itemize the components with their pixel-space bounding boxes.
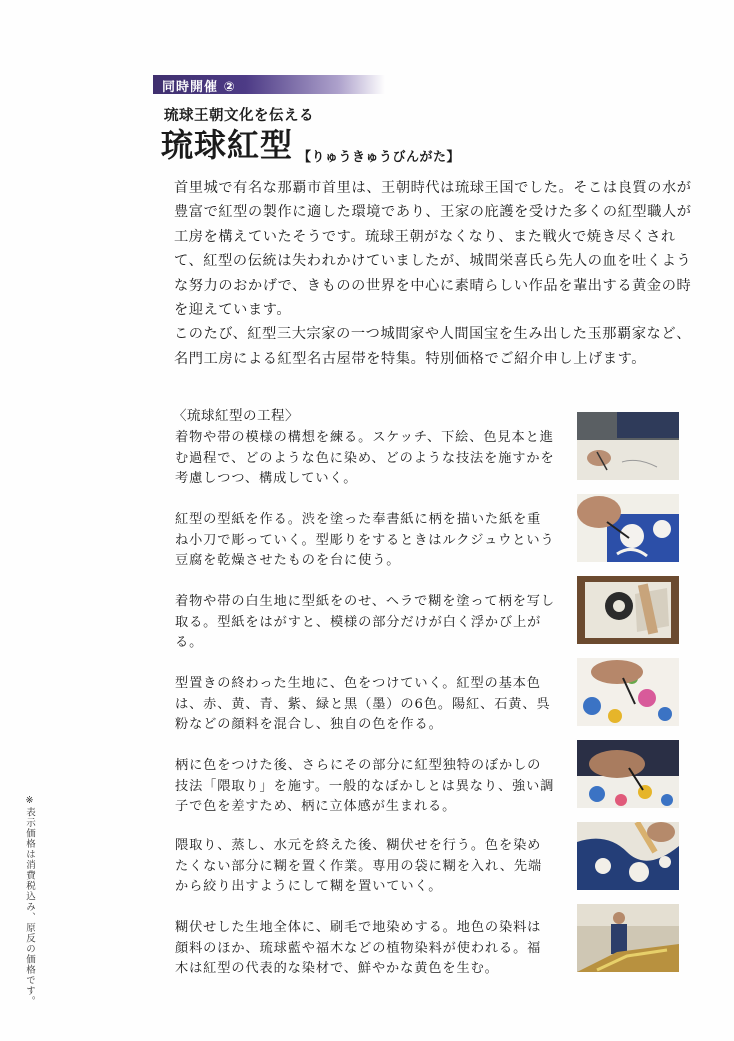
page-title: 琉球紅型 bbox=[161, 126, 294, 164]
process-step: 着物や帯の白生地に型紙をのせ、ヘラで糊を塗って柄を写し取る。型紙をはがすと、模様の部分だけが白く浮かび上がる。 bbox=[175, 594, 555, 650]
page-kicker: 琉球王朝文化を伝える bbox=[164, 108, 314, 124]
process-step: 紅型の型紙を作る。渋を塗った奉書紙に柄を描いた紙を重ね小刀で彫っていく。型彫りをするときはルクジュウという豆腐を乾燥させたものを台に使う。 bbox=[175, 512, 555, 568]
process-heading: 〈琉球紅型の工程〉 bbox=[173, 408, 299, 424]
banner-label: 同時開催 ② bbox=[162, 80, 236, 95]
process-step: 隈取り、蒸し、水元を終えた後、糊伏せを行う。色を染めたくない部分に糊を置く作業。専用の袋に糊を入れ、先端から絞り出すようにして糊を置いていく。 bbox=[175, 838, 543, 894]
intro-paragraph: 首里城で有名な那覇市首里は、王朝時代は琉球王国でした。そこは良質の水が豊富で紅型の製作に適した環境であり、王家の庇護を受けた多くの紅型職人が工房を構えていたそうです。琉球王朝がなくなり、また戦火で焼き尽くされて、紅型の伝統は失われかけていましたが、城間栄喜氏ら先人の血を吐くような努力のおかげで、きものの世界を中心に素晴らしい作品を輩出する黄金の時を迎えています。 bbox=[174, 180, 692, 319]
process-step: 着物や帯の模様の構想を練る。スケッチ、下絵、色見本と進む過程で、どのような色に染め、どのような技法を施すかを考慮しつつ、構成していく。 bbox=[175, 430, 555, 486]
intro-paragraph: このたび、紅型三大宗家の一つ城間家や人間国宝を生み出した玉那覇家など、名門工房による紅型名古屋帯を特集。特別価格でご紹介申し上げます。 bbox=[174, 326, 691, 367]
process-step: 糊伏せした生地全体に、刷毛で地染めする。地色の染料は顔料のほか、琉球藍や福木などの植物染料が使われる。福木は紅型の代表的な染材で、鮮やかな黄色を生む。 bbox=[175, 920, 542, 976]
process-step: 型置きの終わった生地に、色をつけていく。紅型の基本色は、赤、黄、青、紫、緑と黒（墨）の6色。陽紅、石黄、呉粉などの顔料を混合し、独自の色を作る。 bbox=[175, 676, 551, 732]
sketching-photo bbox=[577, 412, 679, 480]
price-note: ※表示価格は消費税込み、原反の価格です。 bbox=[24, 795, 35, 1007]
event-banner bbox=[153, 75, 385, 94]
norifuse-photo bbox=[577, 822, 679, 890]
process-step: 柄に色をつけた後、さらにその部分に紅型独特のぼかしの技法「隈取り」を施す。一般的なぼかしとは異なり、強い調子で色を差すため、柄に立体感が生まれる。 bbox=[175, 758, 555, 814]
kumadori-photo bbox=[577, 740, 679, 808]
intro-text bbox=[174, 176, 694, 371]
coloring-photo bbox=[577, 658, 679, 726]
stencil-cutting-photo bbox=[577, 494, 679, 562]
paste-stencil-photo bbox=[577, 576, 679, 644]
title-reading: 【りゅうきゅうびんがた】 bbox=[298, 150, 461, 165]
ground-dyeing-photo bbox=[577, 904, 679, 972]
